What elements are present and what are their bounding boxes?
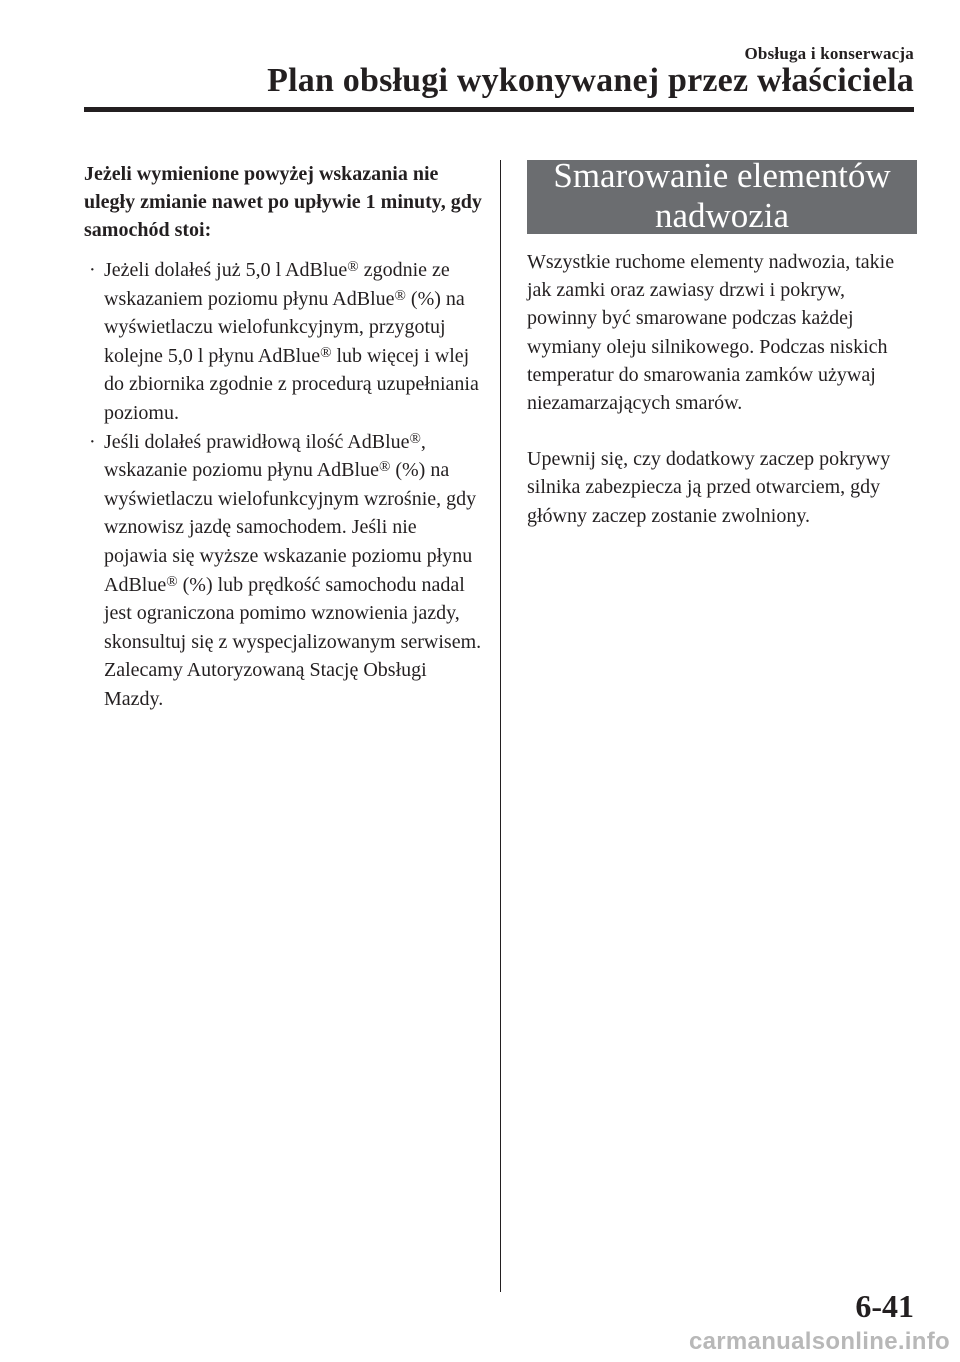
running-header-title: Plan obsługi wykonywanej przez właściciela [267, 62, 914, 99]
bullet-list [84, 256, 484, 714]
section-heading-line-2: nadwozia [654, 196, 790, 235]
section-heading-line-1: Smarowanie elementów [553, 156, 891, 195]
header-rule [84, 107, 914, 112]
column-divider [500, 160, 501, 1292]
bullet-text-part: (%) na wyświetlaczu wielofunkcyjnym, przygotuj kolejne 5,0 l płynu AdBlue [104, 287, 465, 367]
bullet-text-part: lub więcej i wlej do zbiornika zgodnie z procedurą uzupełniania poziomu. [104, 344, 479, 424]
bullet-item-2 [84, 428, 484, 714]
registered-mark: ® [347, 259, 359, 275]
bullet-marker: · [89, 430, 96, 453]
bullet-item-1 [84, 256, 484, 428]
registered-mark: ® [394, 287, 406, 304]
body-paragraph-1: Wszystkie ruchome elementy nadwozia, takie jak zamki oraz zawiasy drzwi i pokryw, powinny być smarowane podczas każdej wymiany oleju silnikowego. Podczas niskich temperatur do smarowania zamków używaj niezamarzających smarów. [527, 251, 895, 415]
bullet-marker: · [89, 259, 96, 281]
running-header-section: Obsługa i konserwacja [744, 44, 914, 63]
lead-paragraph: Jeżeli wymienione powyżej wskazania nie uległy zmianie nawet po upływie 1 minuty, gdy samochód stoi: [84, 163, 482, 241]
registered-mark: ® [409, 430, 421, 447]
registered-mark: ® [166, 573, 178, 590]
bullet-text-part: zgodnie ze wskazaniem poziomu płynu AdBlue [104, 259, 450, 310]
body-paragraph-2: Upewnij się, czy dodatkowy zaczep pokrywy silnika zabezpiecza ją przed otwarciem, gdy główny zaczep zostanie zwolniony. [527, 448, 891, 527]
watermark: carmanualsonline.info [688, 1328, 950, 1355]
bullet-text-part: (%) na wyświetlaczu wielofunkcyjnym wzrośnie, gdy wznowisz jazdę samochodem. Jeśli nie pojawia się wyższe wskazanie poziomu płynu AdBlue [104, 459, 477, 596]
page-number: 6-41 [855, 1288, 914, 1324]
left-column [84, 160, 484, 714]
section-heading-banner [527, 156, 917, 235]
bullet-text-part: (%) lub prędkość samochodu nadal jest ograniczona pomimo wznowienia jazdy, skonsultuj się z wyspecjalizowanym serwisem. Zalecamy Autoryzowaną Stację Obsługi Mazdy. [104, 573, 482, 710]
right-column [527, 156, 917, 530]
registered-mark: ® [320, 344, 332, 361]
bullet-text-part: Jeśli dolałeś prawidłową ilość AdBlue [104, 430, 410, 453]
bullet-text-part: , wskazanie poziomu płynu AdBlue [104, 430, 426, 482]
bullet-text-part: Jeżeli dolałeś już 5,0 l AdBlue [104, 259, 348, 281]
registered-mark: ® [378, 459, 391, 476]
